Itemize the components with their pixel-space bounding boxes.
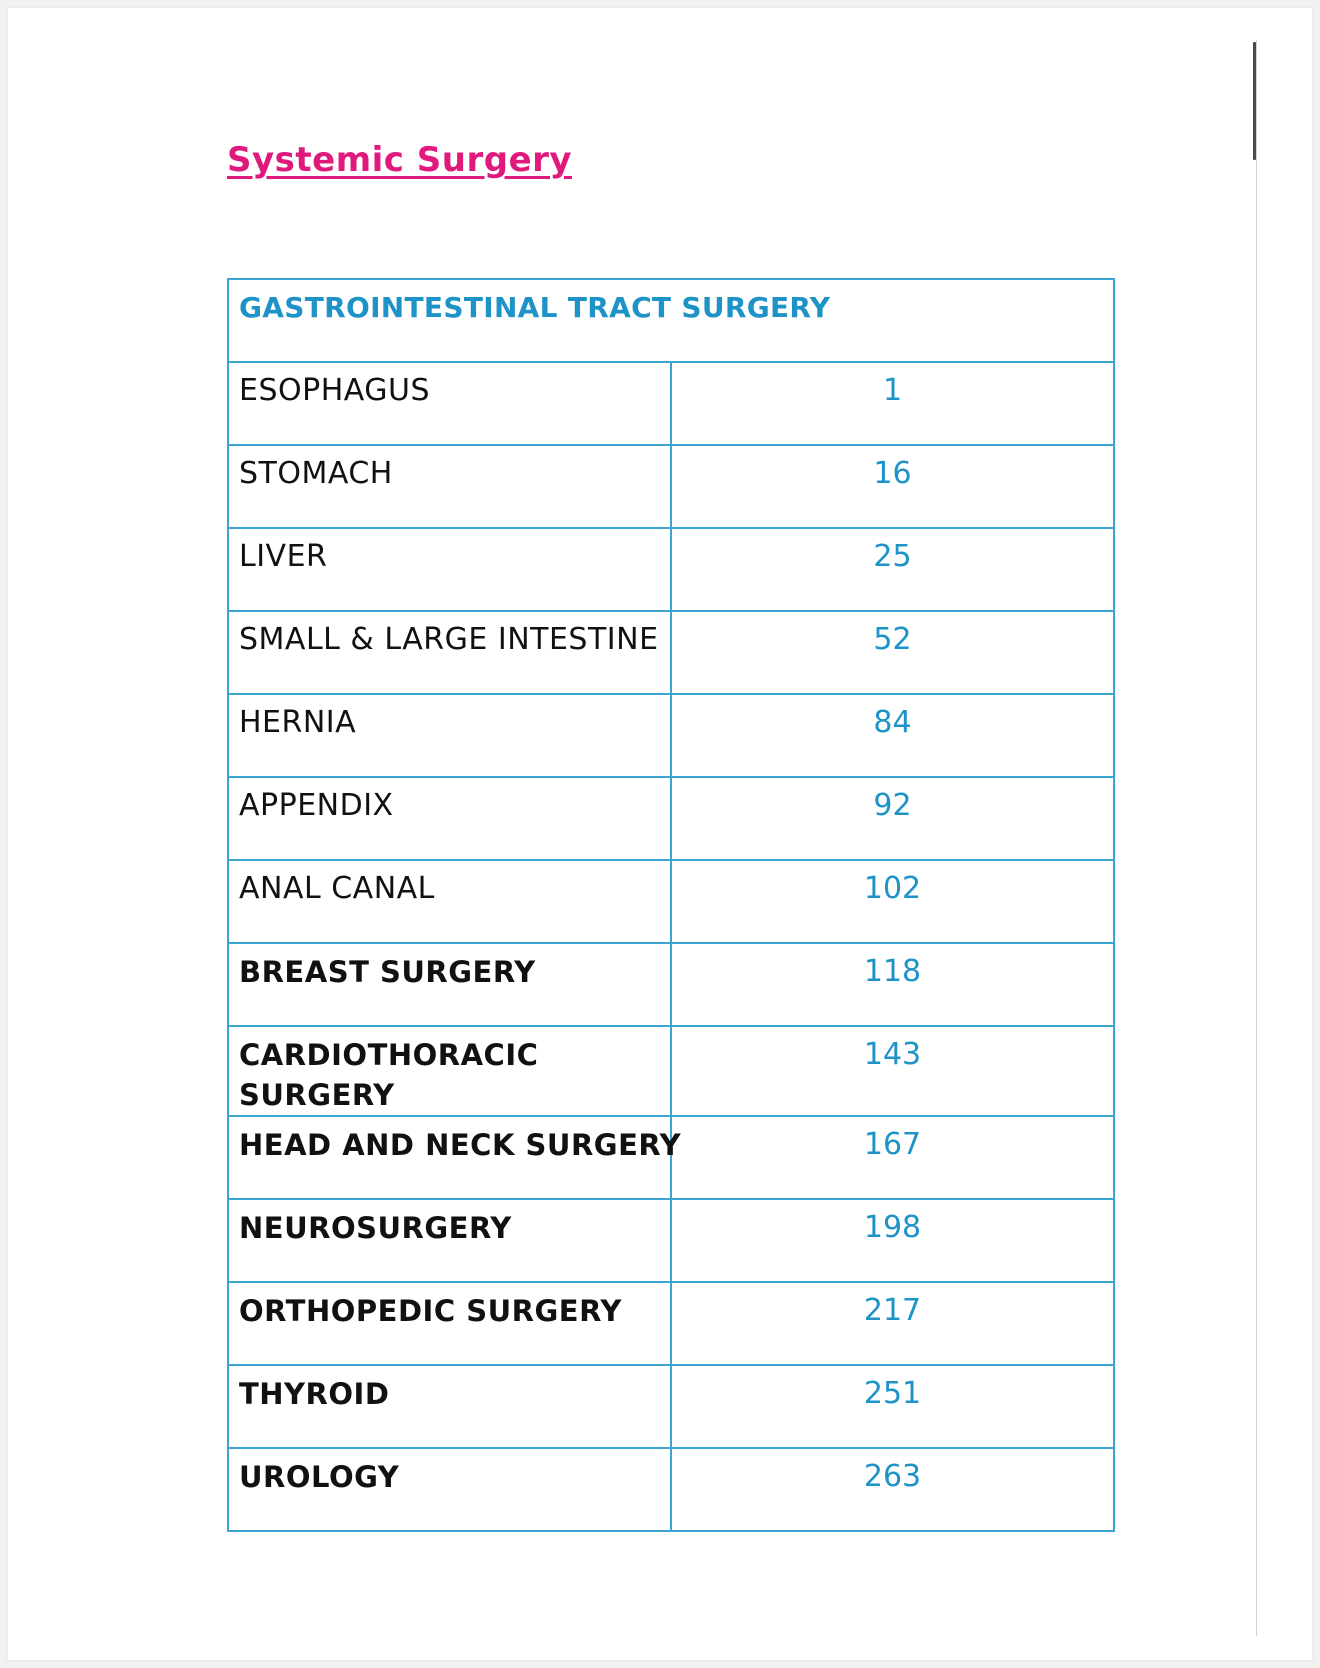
page-number: 52 — [671, 611, 1114, 694]
table-row — [228, 611, 1114, 694]
chapter-name: HEAD AND NECK SURGERY — [228, 1116, 671, 1199]
scrollbar-thumb[interactable] — [1253, 42, 1256, 160]
table-row — [228, 1026, 1114, 1116]
chapter-name: BREAST SURGERY — [228, 943, 671, 1026]
page-number: 263 — [671, 1448, 1114, 1531]
page-number: 25 — [671, 528, 1114, 611]
chapter-name: HERNIA — [228, 694, 671, 777]
table-row — [228, 943, 1114, 1026]
table-row — [228, 860, 1114, 943]
chapter-name: ORTHOPEDIC SURGERY — [228, 1282, 671, 1365]
table-row — [228, 777, 1114, 860]
contents-table — [227, 278, 1115, 1532]
page-number: 84 — [671, 694, 1114, 777]
chapter-name: SMALL & LARGE INTESTINE — [228, 611, 671, 694]
section-header: GASTROINTESTINAL TRACT SURGERY — [228, 279, 1114, 362]
table-row — [228, 362, 1114, 445]
chapter-name: ANAL CANAL — [228, 860, 671, 943]
chapter-name: THYROID — [228, 1365, 671, 1448]
chapter-name: UROLOGY — [228, 1448, 671, 1531]
table-row — [228, 694, 1114, 777]
page-number: 217 — [671, 1282, 1114, 1365]
page-title: Systemic Surgery — [227, 140, 573, 180]
table-row — [228, 1282, 1114, 1365]
chapter-name: NEUROSURGERY — [228, 1199, 671, 1282]
page-number: 16 — [671, 445, 1114, 528]
document-page — [8, 8, 1312, 1660]
table-row — [228, 528, 1114, 611]
table-row — [228, 1199, 1114, 1282]
page-number: 198 — [671, 1199, 1114, 1282]
page-number: 92 — [671, 777, 1114, 860]
page-number: 118 — [671, 943, 1114, 1026]
chapter-name: APPENDIX — [228, 777, 671, 860]
table-row — [228, 445, 1114, 528]
chapter-name: STOMACH — [228, 445, 671, 528]
page-number: 102 — [671, 860, 1114, 943]
chapter-name: LIVER — [228, 528, 671, 611]
chapter-name: CARDIOTHORACIC SURGERY — [228, 1026, 671, 1116]
table-header-row — [228, 279, 1114, 362]
table-row — [228, 1365, 1114, 1448]
table-row — [228, 1448, 1114, 1531]
chapter-name: ESOPHAGUS — [228, 362, 671, 445]
page-number: 143 — [671, 1026, 1114, 1116]
page-number: 251 — [671, 1365, 1114, 1448]
table-row — [228, 1116, 1114, 1199]
page-number: 1 — [671, 362, 1114, 445]
page-number: 167 — [671, 1116, 1114, 1199]
page-edge-divider — [1256, 40, 1257, 1636]
